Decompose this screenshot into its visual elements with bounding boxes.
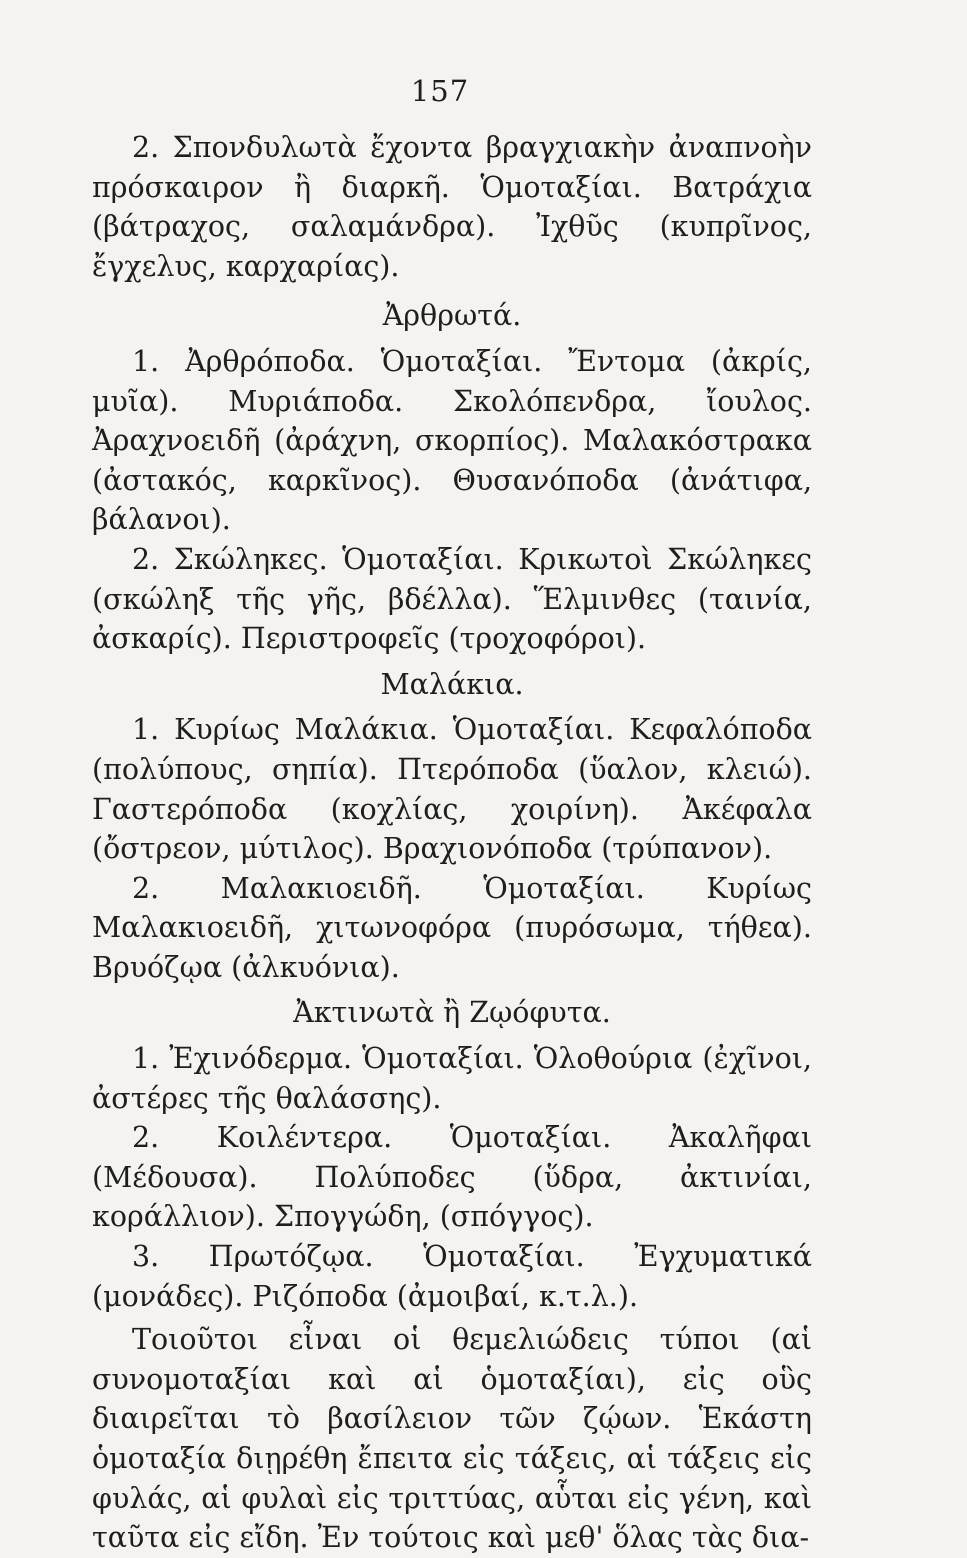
paragraph-vertebrates-2: 2. Σπονδυλωτὰ ἔχοντα βραγχιακὴν ἀναπνοὴν πρόσκαιρον ἢ διαρκῆ. Ὁμοταξίαι. Βατράχια (βάτραχος, σαλαμάνδρα). Ἰχθῦς (κυπρῖνος, ἔγχελυς, καρχαρίας). bbox=[92, 131, 812, 283]
section-heading-arthropoda: Ἀρθρωτά. bbox=[382, 299, 522, 333]
paragraph-conclusion: Τοιοῦτοι εἶναι οἱ θεμελιώδεις τύποι (αἱ συνομοταξίαι καὶ αἱ ὁμοταξίαι), εἰς οὓς διαιρεῖται τὸ βασίλειον τῶν ζῴων. Ἑκάστη ὁμοταξία διῃρέθη ἔπειτα εἰς τάξεις, αἱ τάξεις εἰς φυλάς, αἱ φυλαὶ εἰς τριττύας, αὗται εἰς γένη, καὶ ταῦτα εἰς εἴδη. Ἐν τούτοις καὶ μεθ' ὅλας τὰς δια- bbox=[92, 1323, 812, 1555]
paragraph-arthropoda-2: 2. Σκώληκες. Ὁμοταξίαι. Κρικωτοὶ Σκώληκες (σκώληξ τῆς γῆς, βδέλλα). Ἕλμινθες (ταινία, ἀσκαρίς). Περιστροφεῖς (τροχοφόροι). bbox=[92, 542, 812, 656]
main-text bbox=[92, 128, 812, 1558]
page-number: 157 bbox=[410, 74, 470, 108]
paragraph-radiata-3: 3. Πρωτόζῳα. Ὁμοταξίαι. Ἐγχυματικά (μονάδες). Ριζόποδα (ἀμοιβαί, κ.τ.λ.). bbox=[92, 1240, 812, 1313]
paragraph-arthropoda-1: 1. Ἀρθρόποδα. Ὁμοταξίαι. Ἔντομα (ἀκρίς, μυῖα). Μυριάποδα. Σκολόπενδρα, ἴουλος. Ἀραχνοειδῆ (ἀράχνη, σκορπίος). Μαλακόστρακα (ἀστακός, καρκῖνος). Θυσανόποδα (ἀνάτιφα, βάλανοι). bbox=[92, 344, 812, 537]
section-heading-mollusca: Μαλάκια. bbox=[380, 667, 524, 701]
section-heading-radiata: Ἀκτινωτὰ ἢ Ζῳόφυτα. bbox=[293, 996, 611, 1030]
paragraph-radiata-2: 2. Κοιλέντερα. Ὁμοταξίαι. Ἀκαλῆφαι (Μέδουσα). Πολύποδες (ὕδρα, ἀκτινίαι, κοράλλιον). Σπογγώδη, (σπόγγος). bbox=[92, 1121, 812, 1234]
paragraph-radiata-1: 1. Ἐχινόδερμα. Ὁμοταξίαι. Ὁλοθούρια (ἐχῖνοι, ἀστέρες τῆς θαλάσσης). bbox=[92, 1042, 812, 1115]
paragraph-mollusca-2: 2. Μαλακιοειδῆ. Ὁμοταξίαι. Κυρίως Μαλακιοειδῆ, χιτωνοφόρα (πυρόσωμα, τήθεα). Βρυόζῳα (ἀλκυόνια). bbox=[92, 871, 812, 984]
paragraph-mollusca-1: 1. Κυρίως Μαλάκια. Ὁμοταξίαι. Κεφαλόποδα (πολύπους, σηπία). Πτερόποδα (ὕαλον, κλειώ). Γαστερόποδα (κοχλίας, χοιρίνη). Ἀκέφαλα (ὄστρεον, μύτιλος). Βραχιονόποδα (τρύπανον). bbox=[92, 713, 812, 866]
